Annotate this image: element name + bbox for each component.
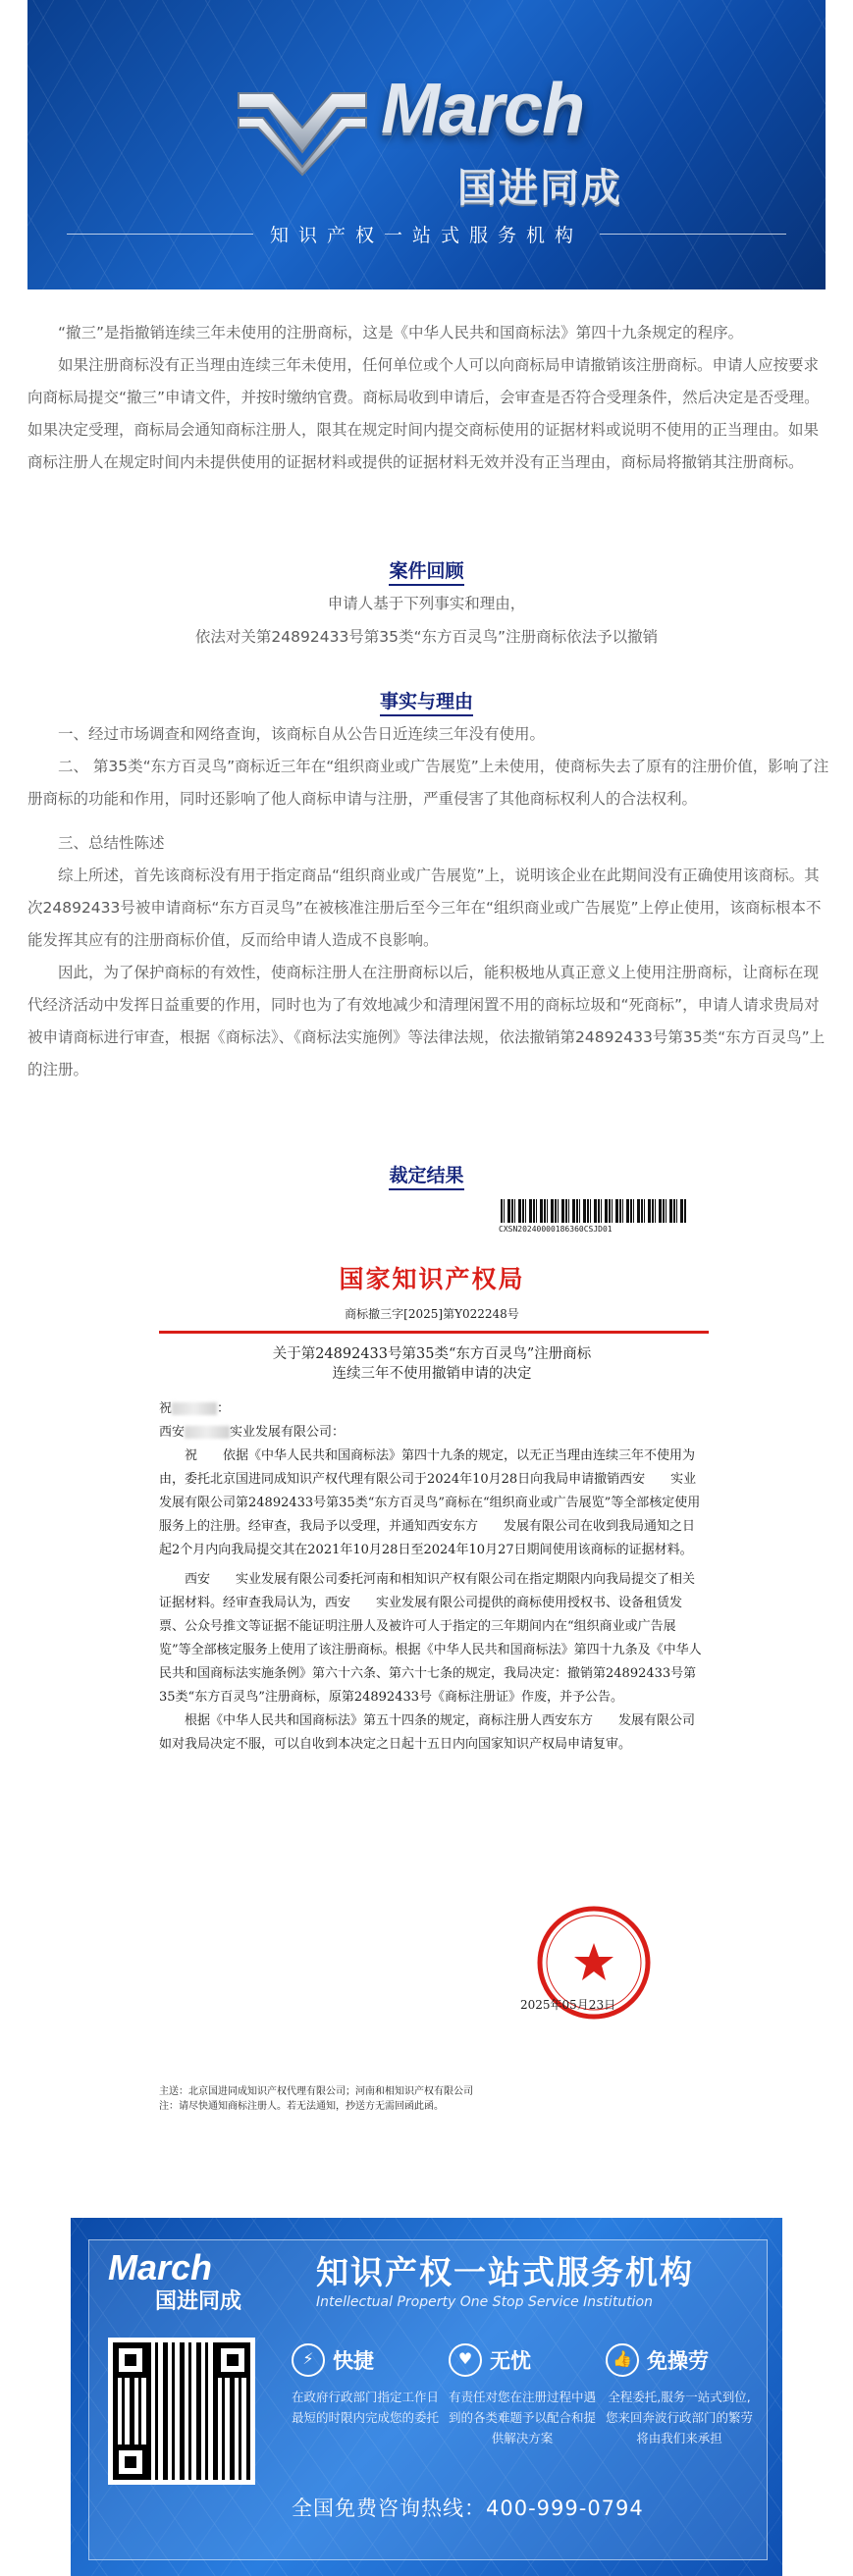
decision-document [147,1199,717,2127]
fact-item-1: 一、经过市场调查和网络查询，该商标自从公告日近连续三年没有使用。 [58,725,546,743]
decision-title-line-2: 连续三年不使用撤销申请的决定 [332,1366,532,1382]
decision-paragraph-2: 西安 实业发展有限公司委托河南和相知识产权有限公司在指定期限内向我局提交了相关证据材料。经审查我局认为，西安 实业发展有限公司提供的商标使用授权书、设备租赁发票、公众号推文等证据不能证明注册人及被许可人于指定的三年期间内在“组织商业或广告展览”等全部核定服务上使用了该注册商标。根据《中华人民共和国商标法》第四十九条及《中华人民共和国商标法实施条例》第六十六条、第六十七条的规定，我局决定：撤销第24892433号第35类“东方百灵鸟”注册商标，原第24892433号《商标注册证》作废，并予公告。 [159,1572,702,1705]
banner-slogan: 知识产权一站式服务机构 [269,225,583,246]
intro-section [27,317,830,479]
thumbs-up-icon: 👍 [606,2343,639,2377]
feature-description: 全程委托,服务一站式到位,您来回奔波行政部门的繁劳将由我们来承担 [606,2390,754,2445]
seal-date: 2025年05月23日 [520,1998,616,2012]
facts-section [27,718,830,1086]
decision-title-line-1: 关于第24892433号第35类“东方百灵鸟”注册商标 [272,1346,592,1362]
case-review-line-2: 依法对关第24892433号第35类“东方百灵鸟”注册商标依法予以撤销 [194,628,659,646]
case-review-text [0,587,853,654]
feature-description: 在政府行政部门指定工作日最短的时限内完成您的委托 [292,2390,440,2425]
barcode-icon [501,1199,687,1223]
case-review-heading: 案件回顾 [0,556,853,583]
fact-item-5: 因此，为了保护商标的有效性，使商标注册人在注册商标以后，能积极地从真正意义上使用注册商标，让商标在现代经济活动中发挥日益重要的作用，同时也为了有效地减少和清理闲置不用的商标垃圾和“死商标”，申请人请求贵局对被申请商标进行审查，根据《商标法》、《商标法实施例》等法律法规，依法撤销第24892433号第35类“东方百灵鸟”上的注册。 [27,964,826,1078]
salutation-2: 西安 实业发展有限公司： [159,1425,346,1440]
logo-wordmark: March [381,70,585,148]
lightning-icon: ⚡ [292,2343,325,2377]
agency-name: 国家知识产权局 [339,1265,525,1293]
promo-logo-chinese: 国进同成 [155,2289,242,2314]
decision-paragraph-3: 根据《中华人民共和国商标法》第五十四条的规定，商标注册人西安东方 发展有限公司如对我局决定不服，可以自收到本决定之日起十五日内向国家知识产权局申请复审。 [159,1713,696,1752]
redacted-name [172,1402,217,1415]
fact-item-2: 二、 第35类“东方百灵鸟”商标近三年在“组织商业或广告展览”上未使用，使商标失去了原有的注册价值，影响了注册商标的功能和作用，同时还影响了他人商标申请与注册，严重侵害了其他商标权利人的合法权利。 [27,758,829,808]
march-logo [234,69,646,211]
fact-item-4: 综上所述，首先该商标没有用于指定商品“组织商业或广告展览”上，说明该企业在此期间没有正确使用该商标。其次24892433号被申请商标“东方百灵鸟”在被核准注册后至今三年在“组织商业或广告展览”上停止使用，该商标根本不能发挥其应有的注册商标价值，反而给申请人造成不良影响。 [27,867,822,949]
promo-subtitle: Intellectual Property One Stop Service Institution [316,2294,653,2310]
hotline[interactable]: 全国免费咨询热线：400-999-0794 [292,2497,644,2520]
decision-paragraph-1: 祝 依据《中华人民共和国商标法》第四十九条的规定，以无正当理由连续三年不使用为由，委托北京国进同成知识产权代理有限公司于2024年10月28日向我局申请撤销西安 实业发展有限公司第24892433号第35类“东方百灵鸟”商标在“组织商业或广告展览”等全部核定使用服务上的注册。经审查，我局予以受理，并通知西安东方 发展有限公司在收到我局通知之日起2个月内向我局提交其在2021年10月28日至2024年10月27日期间使用该商标的证据材料。 [159,1448,701,1557]
fact-item-3: 三、总结性陈述 [58,834,165,852]
intro-paragraph-2: 如果注册商标没有正当理由连续三年未使用，任何单位或个人可以向商标局申请撤销该注册商标。申请人应按要求向商标局提交“撤三”申请文件，并按时缴纳官费。商标局收到申请后，会审查是否符合受理条件，然后决定是否受理。如果决定受理，商标局会通知商标注册人，限其在规定时间内提交商标使用的证据材料或说明不使用的正当理由。如果商标注册人在规定时间内未提供使用的证据材料或提供的证据材料无效并没有正当理由，商标局将撤销其注册商标。 [27,356,820,471]
decision-title [147,1344,717,1384]
promo-title: 知识产权一站式服务机构 [316,2253,694,2291]
footer-recipients: 主送：北京国进同成知识产权代理有限公司；河南和相知识产权有限公司 [159,2086,473,2097]
feature-title: 免操劳 [647,2349,709,2373]
promo-logo-wordmark: March [108,2247,213,2287]
salutation-1: 祝 ： [159,1401,231,1416]
decision-body [159,1397,705,1757]
red-divider [159,1331,709,1334]
promo-logo [108,2247,285,2316]
logo-chinese-name: 国进同成 [457,166,622,211]
feature-title: 快捷 [333,2349,374,2373]
result-heading: 裁定结果 [0,1161,853,1187]
redacted-name [185,1426,230,1439]
feature-title: 无忧 [490,2349,531,2373]
march-m-logo-icon [234,69,371,177]
feature-worry-free [449,2343,596,2448]
heart-icon: ♥ [449,2343,482,2377]
promo-banner [71,2218,782,2576]
decision-footer [159,2084,473,2114]
feature-no-hassle [606,2343,753,2448]
intro-paragraph-1: “撤三”是指撤销连续三年未使用的注册商标，这是《中华人民共和国商标法》第四十九条规定的程序。 [58,324,744,342]
facts-heading: 事实与理由 [0,687,853,713]
footer-note: 注：请尽快通知商标注册人。若无法通知，抄送方无需回函此函。 [159,2101,444,2112]
top-banner [27,0,826,289]
feature-description: 有责任对您在注册过程中遇到的各类难题予以配合和提供解决方案 [449,2390,597,2445]
qr-code-icon[interactable] [108,2338,255,2485]
barcode-text: CXSN20240000186360CSJD01 [499,1225,613,1234]
case-review-line-1: 申请人基于下列事实和理由， [327,595,526,612]
document-number: 商标撤三字[2025]第Y022248号 [345,1307,519,1321]
feature-fast [292,2343,439,2428]
